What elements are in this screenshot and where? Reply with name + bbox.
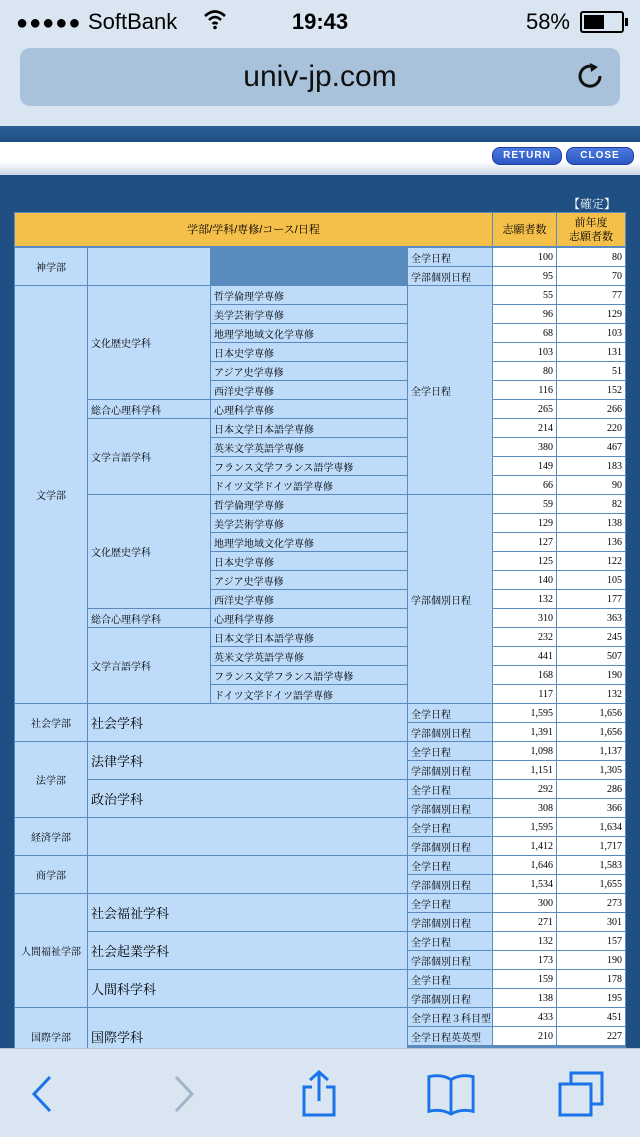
major-cell: 心理科学専修 [211,400,407,418]
department-cell: 社会福祉学科 [88,894,407,931]
department-cell: 国際学科 [88,1008,407,1048]
schedule-cell: 学部個別日程 [408,989,492,1007]
department-cell: 人間科学科 [88,970,407,1007]
applicants-cell: 59 [493,495,556,513]
schedule-cell: 全学日程 [408,894,492,912]
clock: 19:43 [291,9,349,34]
department-cell: 文学言語学科 [88,628,210,703]
prev-applicants-cell: 122 [557,552,625,570]
applicants-cell: 168 [493,666,556,684]
major-cell: 西洋史学専修 [211,590,407,608]
prev-applicants-cell: 467 [557,438,625,456]
reload-icon[interactable] [576,62,606,92]
schedule-cell: 全学日程 [408,818,492,836]
major-cell: アジア史学専修 [211,362,407,380]
schedule-group-cell: 全学日程 [408,286,492,494]
share-icon [299,1069,339,1119]
close-button[interactable]: CLOSE [566,147,634,165]
prev-applicants-cell: 507 [557,647,625,665]
page-top-band [0,126,640,142]
prev-applicants-cell: 245 [557,628,625,646]
prev-applicants-cell: 1,583 [557,856,625,874]
major-cell: 西洋史学専修 [211,381,407,399]
applicants-cell: 433 [493,1008,556,1026]
applicants-cell: 117 [493,685,556,703]
forward-arrow-icon [168,1073,198,1115]
applicants-cell: 159 [493,970,556,988]
major-cell: 美学芸術学専修 [211,305,407,323]
status-bar [0,0,640,40]
battery-percent: 58% [525,9,570,34]
schedule-cell: 全学日程 [408,856,492,874]
applicants-cell: 132 [493,590,556,608]
department-cell: 法律学科 [88,742,407,779]
schedule-cell: 学部個別日程 [408,951,492,969]
department-cell: 総合心理科学科 [88,609,210,627]
page-content [0,175,640,1048]
schedule-cell: 全学日程 [408,704,492,722]
department-cell: 文学言語学科 [88,419,210,494]
faculty-cell: 人間福祉学部 [15,894,87,1007]
applicants-cell: 80 [493,362,556,380]
applicants-cell: 310 [493,609,556,627]
applicants-cell: 300 [493,894,556,912]
applicants-cell: 441 [493,647,556,665]
applicants-cell: 68 [493,324,556,342]
share-button[interactable] [294,1069,344,1119]
applicants-table [14,212,626,1048]
prev-applicants-cell: 77 [557,286,625,304]
faculty-cell: 法学部 [15,742,87,817]
header-main: 学部/学科/専修/コース/日程 [15,213,492,246]
prev-applicants-cell: 1,717 [557,837,625,855]
prev-applicants-cell: 286 [557,780,625,798]
faculty-cell: 文学部 [15,286,87,703]
prev-applicants-cell: 136 [557,533,625,551]
prev-applicants-cell: 178 [557,970,625,988]
prev-applicants-cell: 451 [557,1008,625,1026]
prev-applicants-cell: 1,656 [557,723,625,741]
prev-applicants-cell: 183 [557,457,625,475]
major-cell: 地理学地域文化学専修 [211,533,407,551]
applicants-cell: 1,595 [493,704,556,722]
prev-applicants-cell: 220 [557,419,625,437]
applicants-cell: 1,098 [493,742,556,760]
applicants-cell: 100 [493,248,556,266]
faculty-cell: 経済学部 [15,818,87,855]
url-text[interactable]: univ-jp.com [243,60,397,93]
browser-toolbar [0,1048,640,1137]
carrier-name: SoftBank [88,9,178,34]
prev-applicants-cell: 1,634 [557,818,625,836]
applicants-cell: 173 [493,951,556,969]
applicants-cell: 1,391 [493,723,556,741]
department-cell [88,818,407,855]
browser-address-bar [0,40,640,126]
major-cell: 哲学倫理学専修 [211,495,407,513]
schedule-cell: 全学日程 [408,932,492,950]
schedule-cell: 全学日程 [408,248,492,266]
major-cell: 地理学地域文化学専修 [211,324,407,342]
prev-applicants-cell: 227 [557,1027,625,1045]
major-cell: 心理科学専修 [211,609,407,627]
major-cell: 哲学倫理学専修 [211,286,407,304]
header-applicants: 志願者数 [493,213,556,246]
header-prev-line1: 前年度 [574,216,608,229]
schedule-cell: 学部個別日程 [408,837,492,855]
header-prev-applicants [557,213,625,246]
schedule-cell: 全学日程英英型 [408,1027,492,1045]
prev-applicants-cell: 105 [557,571,625,589]
faculty-cell: 国際学部 [15,1008,87,1048]
prev-applicants-cell: 1,656 [557,704,625,722]
applicants-cell: 116 [493,381,556,399]
major-cell: 日本史学専修 [211,343,407,361]
major-cell: フランス文学フランス語学専修 [211,457,407,475]
schedule-cell: 学部個別日程 [408,761,492,779]
schedule-cell: 全学日程３科目型 [408,1008,492,1026]
prev-applicants-cell: 129 [557,305,625,323]
applicants-cell: 66 [493,476,556,494]
bookmarks-button[interactable] [426,1069,476,1119]
department-cell: 総合心理科学科 [88,400,210,418]
applicants-cell: 308 [493,799,556,817]
prev-applicants-cell: 152 [557,381,625,399]
major-cell: 英米文学英語学専修 [211,438,407,456]
schedule-cell: 学部個別日程 [408,913,492,931]
major-cell: アジア史学専修 [211,571,407,589]
prev-applicants-cell: 190 [557,666,625,684]
prev-applicants-cell: 363 [557,609,625,627]
schedule-cell: 全学日程 [408,970,492,988]
applicants-cell: 95 [493,267,556,285]
applicants-cell: 138 [493,989,556,1007]
schedule-cell: 全学日程 [408,780,492,798]
tabs-icon [557,1070,605,1118]
applicants-cell: 55 [493,286,556,304]
department-cell [88,248,210,285]
tabs-button[interactable] [556,1069,606,1119]
prev-applicants-cell: 70 [557,267,625,285]
battery-icon [580,11,624,33]
schedule-cell: 学部個別日程 [408,875,492,893]
applicants-cell: 140 [493,571,556,589]
prev-applicants-cell: 138 [557,514,625,532]
applicants-cell: 1,534 [493,875,556,893]
applicants-cell: 1,151 [493,761,556,779]
department-cell: 社会起業学科 [88,932,407,969]
prev-applicants-cell: 103 [557,324,625,342]
prev-applicants-cell: 266 [557,400,625,418]
return-button[interactable]: RETURN [492,147,562,165]
applicants-cell: 292 [493,780,556,798]
department-cell: 文化歴史学科 [88,286,210,399]
applicants-cell: 380 [493,438,556,456]
applicants-cell: 210 [493,1027,556,1045]
url-field[interactable] [20,48,620,106]
major-cell: 日本文学日本語学専修 [211,628,407,646]
applicants-cell: 265 [493,400,556,418]
department-cell: 政治学科 [88,780,407,817]
prev-applicants-cell: 195 [557,989,625,1007]
prev-applicants-cell: 1,137 [557,742,625,760]
applicants-cell: 1,646 [493,856,556,874]
major-cell: ドイツ文学ドイツ語学専修 [211,685,407,703]
prev-applicants-cell: 273 [557,894,625,912]
applicants-cell: 129 [493,514,556,532]
faculty-cell: 神学部 [15,248,87,285]
prev-applicants-cell: 157 [557,932,625,950]
schedule-cell: 学部個別日程 [408,723,492,741]
department-cell: 社会学科 [88,704,407,741]
applicants-cell: 127 [493,533,556,551]
prev-applicants-cell: 82 [557,495,625,513]
applicants-cell: 125 [493,552,556,570]
prev-applicants-cell: 131 [557,343,625,361]
schedule-cell: 学部個別日程 [408,267,492,285]
applicants-cell: 214 [493,419,556,437]
department-cell: 文化歴史学科 [88,495,210,608]
schedule-cell: 学部個別日程 [408,799,492,817]
applicants-cell: 1,595 [493,818,556,836]
department-cell [88,856,407,893]
prev-applicants-cell: 1,305 [557,761,625,779]
prev-applicants-cell: 190 [557,951,625,969]
signal-icon: ●●●●● [16,12,82,34]
header-prev-line2: 志願者数 [569,230,613,243]
faculty-cell: 社会学部 [15,704,87,741]
major-cell: フランス文学フランス語学専修 [211,666,407,684]
prev-applicants-cell: 132 [557,685,625,703]
schedule-group-cell: 学部個別日程 [408,495,492,703]
applicants-cell: 232 [493,628,556,646]
prev-applicants-cell: 80 [557,248,625,266]
book-icon [426,1071,476,1117]
major-cell: 日本史学専修 [211,552,407,570]
major-cell: 日本文学日本語学専修 [211,419,407,437]
back-button[interactable] [18,1069,68,1119]
prev-applicants-cell: 301 [557,913,625,931]
applicants-cell: 96 [493,305,556,323]
major-cell: 英米文学英語学専修 [211,647,407,665]
prev-applicants-cell: 90 [557,476,625,494]
prev-applicants-cell: 51 [557,362,625,380]
applicants-cell: 1,412 [493,837,556,855]
applicants-cell: 271 [493,913,556,931]
forward-button[interactable] [158,1069,208,1119]
faculty-cell: 商学部 [15,856,87,893]
schedule-cell: 全学日程 [408,742,492,760]
applicants-cell: 149 [493,457,556,475]
applicants-cell: 132 [493,932,556,950]
prev-applicants-cell: 1,655 [557,875,625,893]
back-arrow-icon [28,1073,58,1115]
prev-applicants-cell: 177 [557,590,625,608]
prev-applicants-cell: 366 [557,799,625,817]
major-cell: ドイツ文学ドイツ語学専修 [211,476,407,494]
applicants-cell: 103 [493,343,556,361]
confirm-label: 【確定】 [567,197,616,211]
major-cell: 美学芸術学専修 [211,514,407,532]
